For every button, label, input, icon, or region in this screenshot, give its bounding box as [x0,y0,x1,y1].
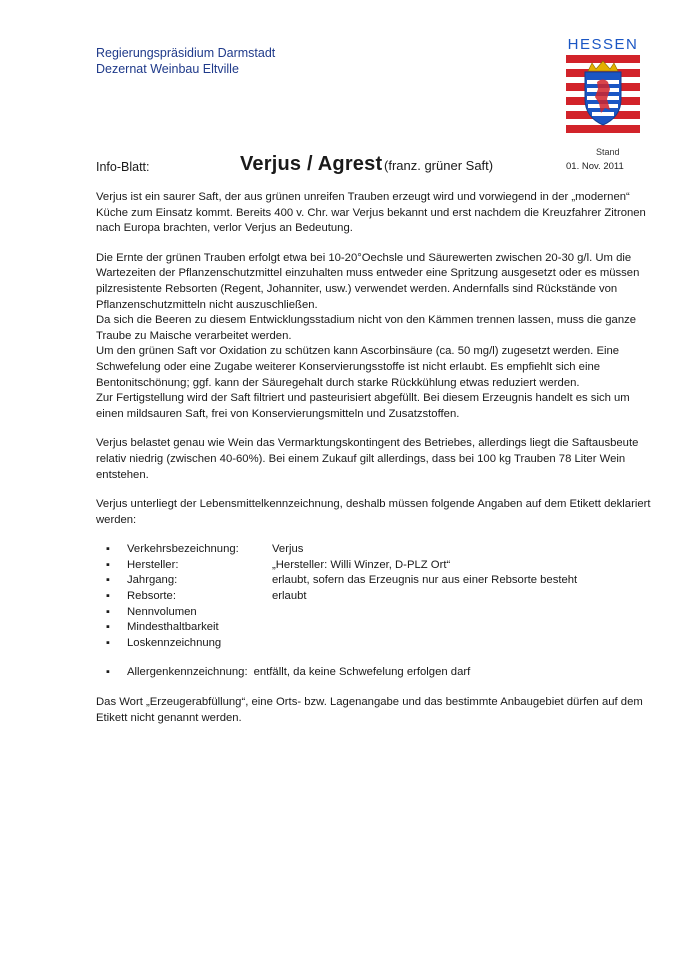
bullet-icon: ▪ [106,558,110,571]
page-subtitle: (franz. grüner Saft) [384,158,494,173]
list-item-label: Hersteller: [127,558,179,571]
paragraph-intro: Verjus ist ein saurer Saft, der aus grünen unreifen Trauben erzeugt wird und vorwiegend in der „modernen“ Küche zum Einsatz kommt. Bereits 400 v. Chr. war Verjus bekannt und erst nachdem die Kreuzfahrer Zitronen nach Europa brachten, verlor Verjus an Bedeutung. [96,191,646,235]
paragraph-finishing: Zur Fertigstellung wird der Saft filtriert und pasteurisiert abgefüllt. Bei diesem Erzeugnis handelt es sich um einen mildsauren Saft, frei von Konservierungsmitteln und Zusatzstoffen. [96,392,630,420]
list-item [96,605,652,621]
info-blatt-label: Info-Blatt: [96,160,150,174]
list-item-label: Rebsorte: [127,590,176,603]
list-item-value: entfällt, da keine Schwefelung erfolgen darf [253,666,471,679]
list-item-value: erlaubt [272,590,307,603]
list-item-label: Mindesthaltbarkeit [127,621,219,634]
list-item [96,589,652,605]
list-item [96,573,652,589]
bullet-icon: ▪ [106,543,110,556]
paragraph-quota: Verjus belastet genau wie Wein das Vermarktungskontingent des Betriebes, allerdings liegt die Saftausbeute relativ niedrig (zwischen 40-60%). Bei einem Zukauf gilt allerdings, dass bei 100 kg Trauben 78 Liter Wein entstehen. [96,437,639,481]
list-item-value: erlaubt, sofern das Erzeugnis nur aus einer Rebsorte besteht [272,574,578,587]
hessen-logo [562,36,644,133]
issuer-block [96,45,275,77]
document-date: 01. Nov. 2011 [566,161,624,172]
list-item-value: „Hersteller: Willi Winzer, D-PLZ Ort“ [272,558,451,571]
issuer-line-2: Dezernat Weinbau Eltville [96,62,239,76]
list-item-label: Nennvolumen [127,605,197,618]
page-title: Verjus / Agrest [240,153,383,175]
list-item-label: Allergenkennzeichnung: [127,666,248,679]
list-item [96,542,652,558]
hessen-coat-of-arms-icon [566,55,640,133]
list-item-label: Verkehrsbezeichnung: [127,543,239,556]
list-item [96,558,652,574]
bullet-icon: ▪ [106,574,110,587]
list-item [96,665,652,681]
logo-text: HESSEN [567,36,639,53]
bullet-icon: ▪ [106,621,110,634]
document-body [96,190,652,726]
bullet-icon: ▪ [106,590,110,603]
paragraph-labelling: Verjus unterliegt der Lebensmittelkennzeichnung, deshalb müssen folgende Angaben auf dem Etikett deklariert werden: [96,498,651,526]
list-item-value: Verjus [272,543,304,556]
paragraph-harvest: Die Ernte der grünen Trauben erfolgt etwa bei 10-20°Oechsle und Säurewerten zwischen 20-30 g/l. Um die Wartezeiten der Pflanzenschutzmittel einzuhalten muss entweder eine Spritzung ausgesetzt oder es müssen pilzresistente Rebsorten (Regent, Johanniter, usw.) verwendet werden. Andernfalls sind Rückstände von Pflanzenschutzmitteln nicht auszuschließen. [96,251,640,311]
stand-label: Stand [596,147,620,157]
paragraph-prohibited: Das Wort „Erzeugerabfüllung“, eine Orts- bzw. Lagenangabe und das bestimmte Anbaugebiet dürfen auf dem Etikett nicht genannt werden. [96,696,643,724]
bullet-icon: ▪ [106,636,110,649]
paragraph-oxidation: Um den grünen Saft vor Oxidation zu schützen kann Ascorbinsäure (ca. 50 mg/l) zugesetzt werden. Eine Schwefelung oder eine Zugabe weiterer Konservierungsstoffe ist nicht erlaubt. Es empfiehlt sich eine Bentonitschönung; ggf. kann der Säuregehalt durch starke Rückkühlung etwas reduziert werden. [96,345,620,389]
allergen-list [96,665,652,681]
bullet-icon: ▪ [106,605,110,618]
paragraph-mash: Da sich die Beeren zu diesem Entwicklungsstadium nicht von den Kämmen trennen lassen, muss die ganze Traube zu Maische verarbeitet werden. [96,314,637,342]
list-item-label: Loskennzeichnung [127,636,222,649]
issuer-line-1: Regierungspräsidium Darmstadt [96,46,276,60]
label-requirements-list [96,542,652,651]
list-item-label: Jahrgang: [127,574,178,587]
list-item [96,636,652,652]
list-item [96,620,652,636]
bullet-icon: ▪ [106,666,110,679]
